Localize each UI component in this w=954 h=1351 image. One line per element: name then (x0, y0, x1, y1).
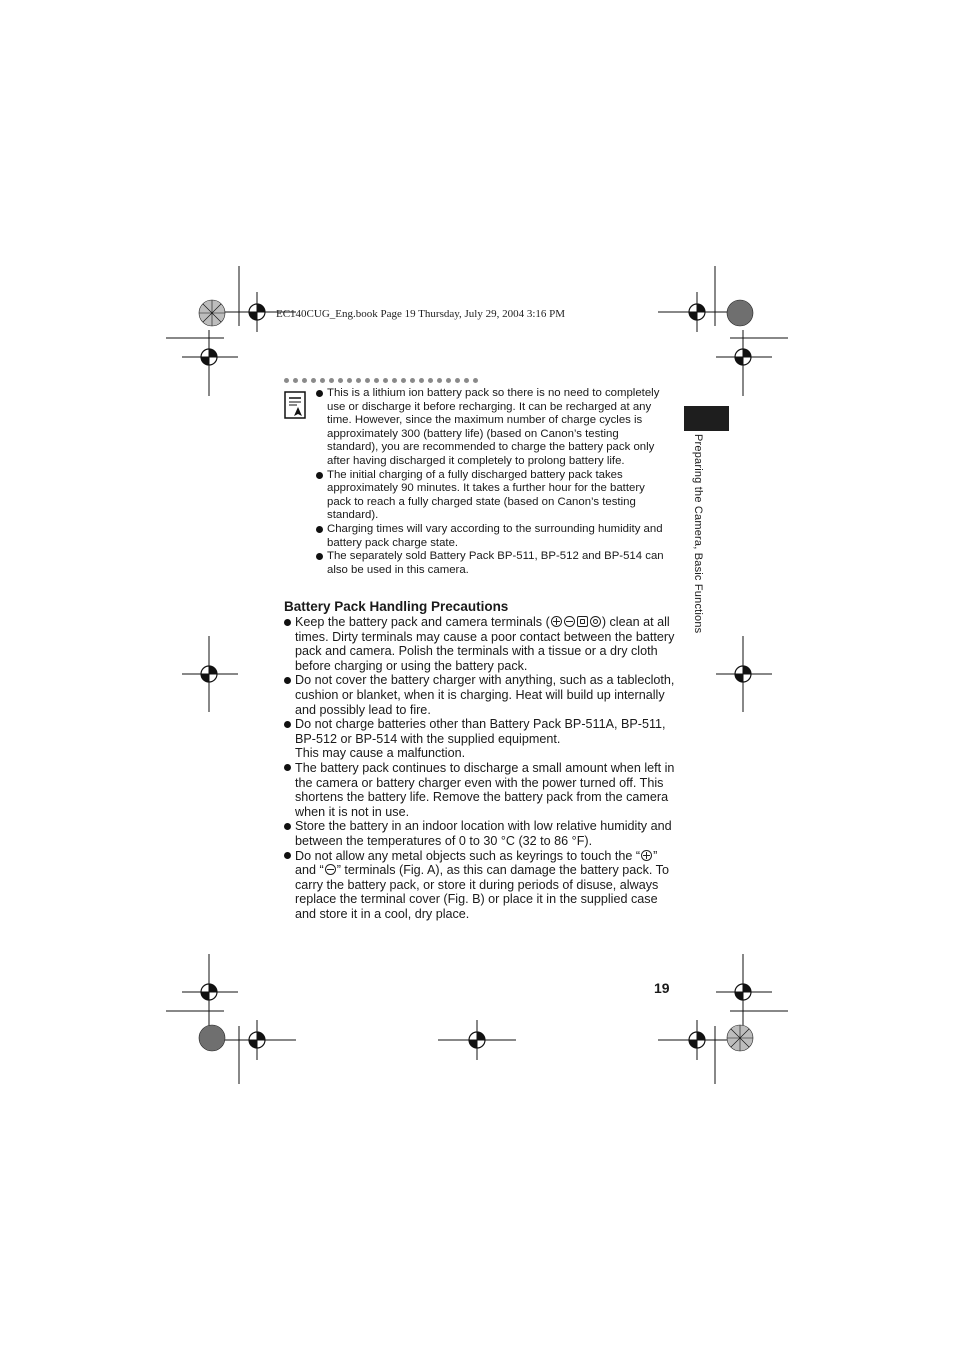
note-dots-divider (284, 378, 478, 383)
note-item: The initial charging of a fully discharged battery pack takes approximately 90 minutes. It takes a further hour for the battery pack to reach a fully charged state (based on Canon’s testing standard). (316, 469, 672, 523)
terminal-square-icon (577, 616, 588, 627)
memo-icon (284, 390, 308, 420)
precautions-list (284, 615, 676, 921)
section-title: Battery Pack Handling Precautions (284, 599, 509, 614)
precaution-item: Store the battery in an indoor location with low relative humidity and between the temperatures of 0 to 30 °C (32 to 86 °F). (284, 819, 676, 848)
precaution-text: ) clean at all times. Dirty terminals may cause a poor contact between the battery pack and camera. Polish the terminals with a tissue or a dry cloth before charging or using the battery pack. (295, 615, 675, 673)
chapter-side-label: Preparing the Camera, Basic Functions (692, 434, 704, 634)
precaution-item: The battery pack continues to discharge a small amount when left in the camera or battery charger even with the power turned off. This shortens the battery life. Remove the battery pack from the camera when it is not in use. (284, 761, 676, 819)
note-list (316, 387, 672, 577)
precaution-text: ” terminals (Fig. A), as this can damage the battery pack. To carry the battery pack, or store it during periods of disuse, always replace the terminal cover (Fig. B) or place it in the supplied case and store it in a cool, dry place. (295, 863, 669, 921)
precaution-item (284, 615, 676, 673)
terminal-t-icon (590, 616, 601, 627)
note-item: The separately sold Battery Pack BP-511, BP-512 and BP-514 can also be used in this camera. (316, 550, 672, 577)
precaution-text: Do not charge batteries other than Battery Pack BP-511A, BP-511, BP-512 or BP-514 with the supplied equipment. (295, 717, 666, 746)
precaution-text: This may cause a malfunction. (295, 746, 466, 761)
note-item: This is a lithium ion battery pack so there is no need to completely use or discharge it before recharging. It can be recharged at any time. However, since the maximum number of charge cycles is approximately 300 (battery life) (based on Canon’s testing standard), you are recommended to charge the battery pack only after having discharged it completely to prolong battery life. (316, 387, 672, 469)
page-number: 19 (654, 980, 670, 996)
precaution-text: ” and “ (295, 848, 658, 878)
precaution-text: Do not allow any metal objects such as keyrings to touch the “ (295, 848, 641, 863)
chapter-tab-marker (684, 406, 729, 431)
terminal-minus-icon (564, 616, 575, 627)
precaution-item (284, 717, 676, 761)
note-item: Charging times will vary according to the surrounding humidity and battery pack charge state. (316, 523, 672, 550)
terminal-plus-icon (641, 850, 652, 861)
precaution-item (284, 849, 676, 922)
precaution-item: Do not cover the battery charger with anything, such as a tablecloth, cushion or blanket, when it is charging. Heat will build up internally and possibly lead to fire. (284, 673, 676, 717)
terminal-minus-icon (325, 864, 336, 875)
file-info-header: EC140CUG_Eng.book Page 19 Thursday, July 29, 2004 3:16 PM (276, 308, 566, 320)
precaution-text: Keep the battery pack and camera terminals ( (295, 615, 550, 629)
terminal-plus-icon (551, 616, 562, 627)
